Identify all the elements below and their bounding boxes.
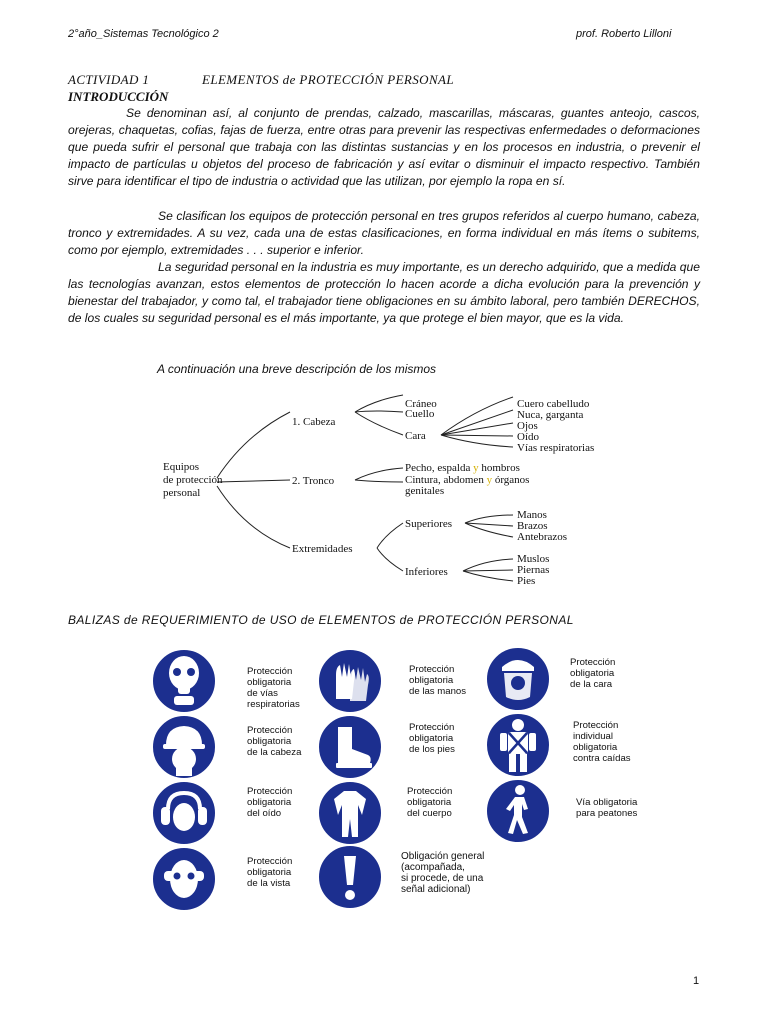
boot-icon xyxy=(316,713,384,781)
gloves-icon xyxy=(316,647,384,715)
header-course: 2°año_Sistemas Tecnológico 2 xyxy=(68,28,219,40)
sign-respiratory xyxy=(150,647,218,720)
tree-inferiores-item: Muslos xyxy=(517,553,550,565)
tree-cuello: Cuello xyxy=(405,408,435,420)
tree-superiores: Superiores xyxy=(405,518,453,530)
sign-label: Protección obligatoria de la cara xyxy=(570,657,616,690)
tree-tronco: 2. Tronco xyxy=(292,475,335,487)
tree-craneo: Cráneo xyxy=(405,398,437,410)
face-shield-icon xyxy=(484,645,552,713)
classification-tree xyxy=(155,390,595,590)
tree-cabeza: 1. Cabeza xyxy=(292,416,336,428)
ear-protection-icon xyxy=(150,779,218,847)
sign-label: Protección obligatoria de la cabeza xyxy=(247,725,302,758)
sign-eyes xyxy=(150,845,218,918)
tree-inferiores: Inferiores xyxy=(405,566,448,578)
tree-root-line1: Equipos xyxy=(163,461,200,473)
sign-body xyxy=(316,779,384,852)
tree-tronco-line2: Cintura, abdomen y órganos xyxy=(405,474,530,486)
respirator-icon xyxy=(150,647,218,715)
sign-pedestrian xyxy=(484,777,552,850)
sign-label: Protección obligatoria del cuerpo xyxy=(407,786,453,819)
activity-label: ACTIVIDAD 1 xyxy=(68,72,150,87)
sign-label: Protección obligatoria del oído xyxy=(247,786,293,819)
tree-root-line2: de protección xyxy=(163,474,223,486)
tree-cara-item: Nuca, garganta xyxy=(517,409,584,421)
tree-inferiores-item: Piernas xyxy=(517,564,550,576)
paragraph-classification: Se clasifican los equipos de protección personal en tres grupos referidos al cuerpo humano, cabeza, tronco y extremidades. A su vez, cada una de estas clasificaciones, en forma individual en más ítems o subitems, como por ejemplo, extremidades . . . superior e inferior. xyxy=(68,209,700,257)
tree-superiores-item: Antebrazos xyxy=(517,531,568,543)
helmet-icon xyxy=(150,713,218,781)
tree-cara-item: Ojos xyxy=(517,420,538,432)
page-number: 1 xyxy=(693,975,700,987)
intro-heading: INTRODUCCIÓN xyxy=(68,89,169,104)
sign-label: Protección obligatoria de vías respiratorias xyxy=(247,666,300,710)
tree-superiores-item: Manos xyxy=(517,509,547,521)
sign-label: Protección obligatoria de los pies xyxy=(409,722,455,755)
lead-text: A continuación una breve descripción de los mismos xyxy=(157,362,437,376)
coverall-icon xyxy=(316,779,384,847)
sign-fall xyxy=(484,711,552,784)
sign-feet xyxy=(316,713,384,786)
tree-inferiores-item: Pies xyxy=(517,575,536,587)
sign-label: Obligación general (acompañada, si procede, de una señal adicional) xyxy=(401,851,485,895)
paragraph-rights: La seguridad personal en la industria es muy importante, es un derecho adquirido, que a medida que las tecnologías avanzan, estos elementos de protección lo hacen acorde a dicha evolución para la prevención y bienestar del trabajador, y como tal, el trabajador tiene obligaciones en su ámbito laboral, pero también DERECHOS, de los cuales su seguridad personal es el más importante, ya que protege el bien mayor, que es la vida. xyxy=(68,260,700,325)
tree-tronco-line3: genitales xyxy=(405,485,445,497)
sign-label: Vía obligatoria para peatones xyxy=(576,797,638,819)
sign-label: Protección obligatoria de la vista xyxy=(247,856,293,889)
sign-hands xyxy=(316,647,384,720)
paragraph-definition: Se denominan así, al conjunto de prendas, calzado, mascarillas, máscaras, guantes anteojo, cascos, orejeras, chaquetas, cofias, fajas de fuerza, entre otras para prevenir las respectivas enfermedades o deformaciones que pueda sufrir el personal que trabaja con las distintas sustancias y en los procesos en industria, o prevenir el impacto de partículas u objetos del proceso de fabricación y así evitar o disminuir el impacto respectivo. También sirve para identificar el tipo de industria o actividad que las utilizan, por ejemplo la ropa en sí. xyxy=(68,106,700,188)
tree-cara-item: Oído xyxy=(517,431,539,443)
sign-face xyxy=(484,645,552,718)
sign-ear xyxy=(150,779,218,852)
activity-title xyxy=(68,72,454,88)
tree-cara-item: Cuero cabelludo xyxy=(517,398,590,410)
balizas-heading: BALIZAS de REQUERIMIENTO de USO de ELEMENTOS de PROTECCIÓN PERSONAL xyxy=(68,613,574,627)
header-teacher: prof. Roberto Lilloni xyxy=(576,28,672,40)
sign-label: Protección individual obligatoria contra caídas xyxy=(573,720,631,764)
sign-general xyxy=(316,843,384,916)
tree-cara-item: Vías respiratorias xyxy=(517,442,595,454)
exclamation-icon xyxy=(316,843,384,911)
activity-heading: ELEMENTOS de PROTECCIÓN PERSONAL xyxy=(202,72,454,87)
harness-icon xyxy=(484,711,552,779)
tree-cara: Cara xyxy=(405,430,426,442)
goggles-icon xyxy=(150,845,218,913)
tree-tronco-line1: Pecho, espalda y hombros xyxy=(405,462,520,474)
sign-label: Protección obligatoria de las manos xyxy=(409,664,467,697)
tree-extremidades: Extremidades xyxy=(292,543,353,555)
tree-superiores-item: Brazos xyxy=(517,520,548,532)
tree-branches xyxy=(217,395,513,581)
tree-root-line3: personal xyxy=(163,487,201,499)
pedestrian-icon xyxy=(484,777,552,845)
sign-head xyxy=(150,713,218,786)
